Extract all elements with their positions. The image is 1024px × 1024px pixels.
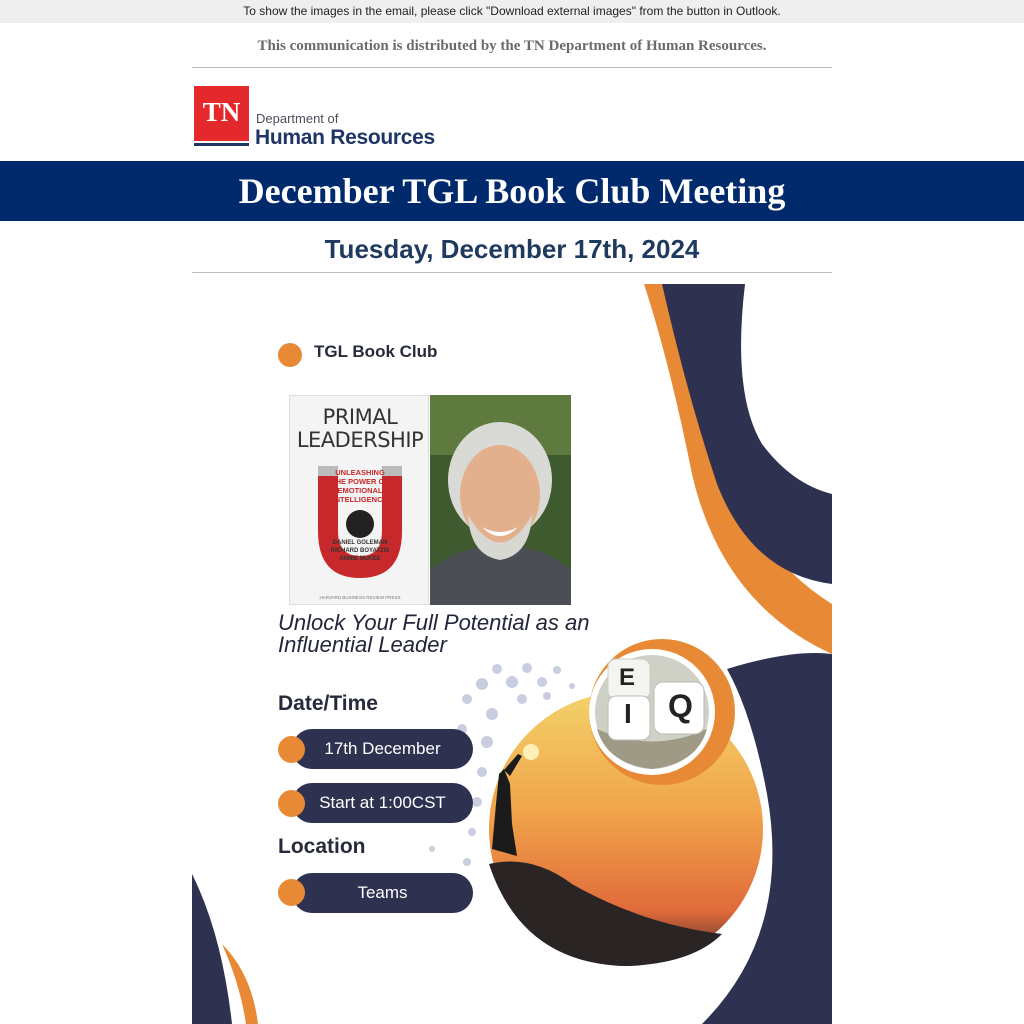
bullet-dot xyxy=(278,343,302,367)
logo-department-text: Department of xyxy=(256,111,339,126)
event-title: December TGL Book Club Meeting xyxy=(238,171,786,211)
distribution-notice: This communication is distributed by the TN Department of Human Resources. xyxy=(257,38,767,54)
book-publisher: HARVARD BUSINESS REVIEW PRESS xyxy=(319,595,401,600)
notice-text: To show the images in the email, please click "Download external images" from the button in Outlook. xyxy=(243,4,781,18)
external-images-notice xyxy=(0,0,1024,23)
logo-human-resources-text: Human Resources xyxy=(255,126,435,149)
logo-stripe-blue xyxy=(194,143,249,146)
bullet-dot xyxy=(278,879,305,906)
book-authors: DANIEL GOLEMAN RICHARD BOYATZIS ANNIE McKEE xyxy=(330,540,390,562)
event-date-heading: Tuesday, December 17th, 2024 xyxy=(324,234,700,264)
book-title: PRIMAL LEADERSHIP xyxy=(296,405,424,452)
event-banner xyxy=(0,161,1024,221)
book-subtitle: UNLEASHING THE POWER OF EMOTIONAL INTELLIGENCE xyxy=(331,468,389,504)
eq-letter-q: Q xyxy=(668,688,693,724)
book-cover xyxy=(289,395,429,605)
divider xyxy=(192,67,832,68)
bullet-dot xyxy=(278,790,305,817)
datetime-label: Date/Time xyxy=(278,692,378,715)
bullet-dot xyxy=(278,736,305,763)
eq-letter-e: E xyxy=(619,664,636,691)
location-pill: Teams xyxy=(292,873,473,913)
author-photo xyxy=(430,395,571,605)
time-pill: Start at 1:00CST xyxy=(292,783,473,823)
book-club-flyer-image xyxy=(192,284,832,1024)
divider xyxy=(192,272,832,273)
club-title: TGL Book Club xyxy=(314,342,438,361)
tagline: Unlock Your Full Potential as an Influential Leader xyxy=(278,610,590,657)
location-label: Location xyxy=(278,835,366,858)
date-pill: 17th December xyxy=(292,729,473,769)
eq-letter-i: I xyxy=(624,698,632,729)
tn-logo-mark: TN xyxy=(194,86,249,141)
